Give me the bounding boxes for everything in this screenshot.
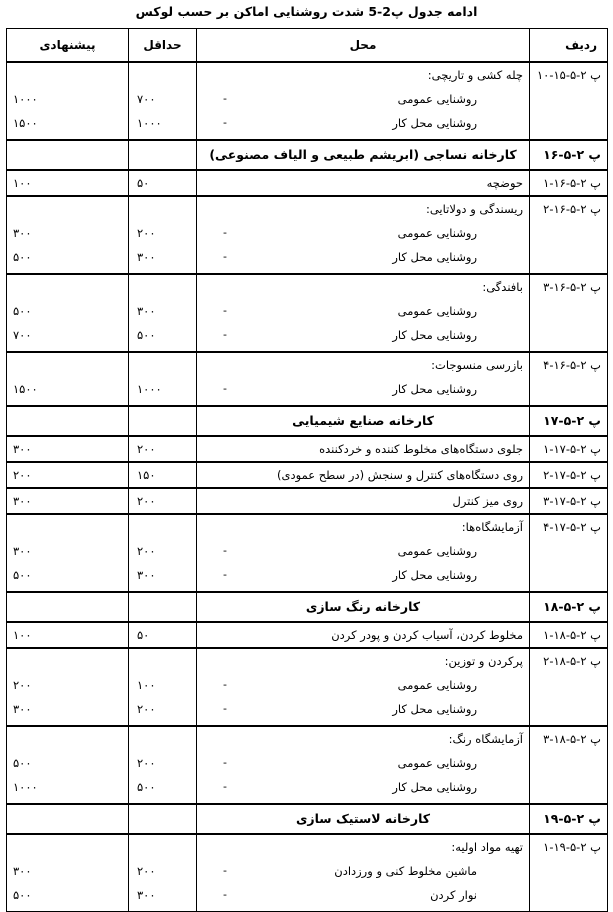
sub-item bbox=[203, 221, 523, 245]
empty-value bbox=[137, 141, 190, 169]
recommended-value: ۵۰۰ bbox=[13, 250, 32, 264]
min-value: ۲۰۰ bbox=[137, 226, 156, 240]
table-row bbox=[7, 274, 608, 352]
sub-item-label: روشنایی محل کار bbox=[392, 568, 477, 582]
illuminance-table bbox=[6, 28, 608, 912]
empty-value bbox=[13, 197, 122, 221]
recommended-value: ۱۵۰۰ bbox=[13, 116, 38, 130]
recommended-cell bbox=[7, 514, 129, 592]
place-heading: بازرسی منسوجات: bbox=[431, 358, 523, 372]
place-cell bbox=[197, 274, 530, 352]
spacer bbox=[203, 907, 523, 911]
place-heading: چله کشی و تاریچی: bbox=[427, 68, 523, 82]
min-value: ۳۰۰ bbox=[137, 304, 156, 318]
row-id: پ ۲-۵-۱۹-۱ bbox=[543, 840, 601, 854]
row-id: پ ۲-۵-۱۶-۳ bbox=[543, 280, 601, 294]
row-id: پ ۲-۵-۱۶-۴ bbox=[543, 358, 601, 372]
min-cell bbox=[129, 406, 197, 436]
dash-mark: - bbox=[223, 702, 227, 715]
section-title: کارخانه نساجی (ابریشم طبیعی و الیاف مصنوعی) bbox=[209, 147, 517, 162]
sub-item bbox=[203, 775, 523, 799]
section-id: پ ۲-۵-۱۸ bbox=[543, 599, 601, 614]
min-cell bbox=[129, 196, 197, 274]
table-row bbox=[7, 622, 608, 648]
spacer bbox=[203, 401, 523, 405]
recommended-cell bbox=[7, 406, 129, 436]
empty-value bbox=[13, 649, 122, 673]
sub-item bbox=[203, 673, 523, 697]
row-id-cell bbox=[530, 406, 608, 436]
row-id: پ ۲-۵-۱۷-۳ bbox=[543, 494, 601, 508]
empty-value bbox=[13, 275, 122, 299]
table-row bbox=[7, 462, 608, 488]
section-id: پ ۲-۵-۱۶ bbox=[543, 147, 601, 162]
sub-item bbox=[203, 751, 523, 775]
recommended-value: ۵۰۰ bbox=[13, 756, 32, 770]
table-row bbox=[7, 352, 608, 406]
recommended-value: ۳۰۰ bbox=[13, 544, 32, 558]
min-cell bbox=[129, 462, 197, 488]
place-label: روی میز کنترل bbox=[452, 494, 523, 508]
recommended-cell bbox=[7, 462, 129, 488]
min-cell bbox=[129, 834, 197, 912]
row-id: پ ۲-۵-۱۵-۱۰ bbox=[536, 68, 601, 82]
place-heading: آزمایشگاه‌ها: bbox=[461, 520, 523, 534]
dash-mark: - bbox=[223, 756, 227, 769]
recommended-value: ۵۰۰ bbox=[13, 568, 32, 582]
row-id-cell bbox=[530, 62, 608, 140]
row-id-cell bbox=[530, 488, 608, 514]
row-id-cell bbox=[530, 274, 608, 352]
min-value: ۲۰۰ bbox=[137, 756, 156, 770]
place-heading: پرکردن و توزین: bbox=[444, 654, 523, 668]
section-id: پ ۲-۵-۱۹ bbox=[543, 811, 601, 826]
place-cell bbox=[197, 804, 530, 834]
spacer bbox=[203, 269, 523, 273]
min-value: ۵۰ bbox=[137, 628, 150, 642]
place-heading: بافندگی: bbox=[482, 280, 523, 294]
row-id-cell bbox=[530, 648, 608, 726]
sub-item-label: روشنایی عمومی bbox=[397, 304, 477, 318]
row-id: پ ۲-۵-۱۸-۳ bbox=[543, 732, 601, 746]
place-cell bbox=[197, 406, 530, 436]
min-cell bbox=[129, 488, 197, 514]
table-row bbox=[7, 62, 608, 140]
empty-value bbox=[137, 407, 190, 435]
place-cell bbox=[197, 140, 530, 170]
dash-mark: - bbox=[223, 544, 227, 557]
sub-item-label: ماشین مخلوط کنی و ورزدادن bbox=[334, 864, 477, 878]
spacer bbox=[203, 135, 523, 139]
dash-mark: - bbox=[223, 250, 227, 263]
recommended-cell bbox=[7, 488, 129, 514]
min-cell bbox=[129, 726, 197, 804]
row-id-cell bbox=[530, 804, 608, 834]
recommended-value: ۵۰۰ bbox=[13, 304, 32, 318]
min-value: ۷۰۰ bbox=[137, 92, 156, 106]
recommended-value: ۳۰۰ bbox=[13, 864, 32, 878]
place-cell bbox=[197, 170, 530, 196]
row-id: پ ۲-۵-۱۶-۱ bbox=[543, 176, 601, 190]
row-id: پ ۲-۵-۱۷-۴ bbox=[543, 520, 601, 534]
row-id: پ ۲-۵-۱۶-۲ bbox=[543, 202, 601, 216]
place-label: روی دستگاه‌های کنترل و سنجش (در سطح عمودی) bbox=[277, 468, 523, 482]
empty-value bbox=[137, 63, 190, 87]
empty-value bbox=[137, 275, 190, 299]
min-value: ۳۰۰ bbox=[137, 888, 156, 902]
place-cell bbox=[197, 514, 530, 592]
min-value: ۲۰۰ bbox=[137, 864, 156, 878]
min-value: ۳۰۰ bbox=[137, 568, 156, 582]
row-id-cell bbox=[530, 170, 608, 196]
empty-value bbox=[13, 353, 122, 377]
min-value: ۲۰۰ bbox=[137, 544, 156, 558]
min-value: ۱۰۰۰ bbox=[137, 382, 162, 396]
spacer bbox=[203, 721, 523, 725]
recommended-value: ۵۰۰ bbox=[13, 888, 32, 902]
recommended-cell bbox=[7, 804, 129, 834]
section-row bbox=[7, 406, 608, 436]
row-id-cell bbox=[530, 514, 608, 592]
sub-item-label: روشنایی عمومی bbox=[397, 678, 477, 692]
empty-value bbox=[13, 141, 122, 169]
recommended-cell bbox=[7, 274, 129, 352]
place-heading: ریسندگی و دولاتایی: bbox=[425, 202, 523, 216]
empty-value bbox=[13, 63, 122, 87]
min-cell bbox=[129, 62, 197, 140]
place-label: جلوی دستگاه‌های مخلوط کننده و خردکننده bbox=[319, 442, 523, 456]
recommended-cell bbox=[7, 196, 129, 274]
sub-item bbox=[203, 539, 523, 563]
empty-value bbox=[137, 353, 190, 377]
sub-item-label: روشنایی محل کار bbox=[392, 328, 477, 342]
row-id-cell bbox=[530, 834, 608, 912]
empty-value bbox=[13, 835, 122, 859]
header-place: محل bbox=[197, 29, 530, 63]
table-row bbox=[7, 196, 608, 274]
header-row-id: ردیف bbox=[530, 29, 608, 63]
min-value: ۵۰۰ bbox=[137, 780, 156, 794]
recommended-cell bbox=[7, 436, 129, 462]
dash-mark: - bbox=[223, 226, 227, 239]
recommended-value: ۱۰۰ bbox=[13, 628, 32, 642]
row-id-cell bbox=[530, 592, 608, 622]
section-title: کارخانه رنگ سازی bbox=[305, 599, 421, 614]
spacer bbox=[203, 347, 523, 351]
min-cell bbox=[129, 436, 197, 462]
table-row bbox=[7, 488, 608, 514]
min-value: ۲۰۰ bbox=[137, 702, 156, 716]
recommended-value: ۷۰۰ bbox=[13, 328, 32, 342]
place-label: حوضچه bbox=[486, 176, 523, 190]
row-id: پ ۲-۵-۱۸-۱ bbox=[543, 628, 601, 642]
row-id-cell bbox=[530, 462, 608, 488]
recommended-cell bbox=[7, 140, 129, 170]
min-value: ۲۰۰ bbox=[137, 494, 156, 508]
empty-value bbox=[137, 805, 190, 833]
section-id: پ ۲-۵-۱۷ bbox=[543, 413, 601, 428]
sub-item-label: روشنایی محل کار bbox=[392, 382, 477, 396]
dash-mark: - bbox=[223, 304, 227, 317]
recommended-cell bbox=[7, 834, 129, 912]
row-id-cell bbox=[530, 622, 608, 648]
section-row bbox=[7, 592, 608, 622]
recommended-value: ۲۰۰ bbox=[13, 678, 32, 692]
sub-item-label: روشنایی عمومی bbox=[397, 92, 477, 106]
min-cell bbox=[129, 352, 197, 406]
row-id-cell bbox=[530, 726, 608, 804]
recommended-cell bbox=[7, 352, 129, 406]
min-value: ۳۰۰ bbox=[137, 250, 156, 264]
empty-value bbox=[137, 593, 190, 621]
place-cell bbox=[197, 622, 530, 648]
place-label: مخلوط کردن، آسیاب کردن و پودر کردن bbox=[331, 628, 523, 642]
recommended-value: ۳۰۰ bbox=[13, 494, 32, 508]
sub-item bbox=[203, 323, 523, 347]
empty-value bbox=[13, 515, 122, 539]
section-row bbox=[7, 804, 608, 834]
row-id: پ ۲-۵-۱۸-۲ bbox=[543, 654, 601, 668]
dash-mark: - bbox=[223, 864, 227, 877]
place-cell bbox=[197, 352, 530, 406]
section-title: کارخانه لاستیک سازی bbox=[295, 811, 431, 826]
row-id: پ ۲-۵-۱۷-۲ bbox=[543, 468, 601, 482]
place-cell bbox=[197, 726, 530, 804]
table-row bbox=[7, 170, 608, 196]
dash-mark: - bbox=[223, 116, 227, 129]
min-value: ۱۰۰ bbox=[137, 678, 156, 692]
row-id-cell bbox=[530, 196, 608, 274]
place-cell bbox=[197, 834, 530, 912]
recommended-cell bbox=[7, 592, 129, 622]
sub-item bbox=[203, 299, 523, 323]
recommended-value: ۳۰۰ bbox=[13, 702, 32, 716]
recommended-cell bbox=[7, 648, 129, 726]
empty-value bbox=[13, 407, 122, 435]
min-cell bbox=[129, 804, 197, 834]
dash-mark: - bbox=[223, 888, 227, 901]
min-value: ۱۰۰۰ bbox=[137, 116, 162, 130]
place-cell bbox=[197, 592, 530, 622]
sub-item-label: روشنایی عمومی bbox=[397, 226, 477, 240]
place-cell bbox=[197, 488, 530, 514]
recommended-value: ۲۰۰ bbox=[13, 468, 32, 482]
place-cell bbox=[197, 62, 530, 140]
sub-item bbox=[203, 883, 523, 907]
min-cell bbox=[129, 514, 197, 592]
min-cell bbox=[129, 140, 197, 170]
empty-value bbox=[13, 727, 122, 751]
dash-mark: - bbox=[223, 678, 227, 691]
min-cell bbox=[129, 592, 197, 622]
recommended-cell bbox=[7, 170, 129, 196]
empty-value bbox=[137, 515, 190, 539]
section-title: کارخانه صنایع شیمیایی bbox=[292, 413, 434, 428]
place-cell bbox=[197, 462, 530, 488]
empty-value bbox=[13, 805, 122, 833]
spacer bbox=[203, 799, 523, 803]
table-header-row bbox=[7, 29, 608, 63]
min-cell bbox=[129, 622, 197, 648]
recommended-cell bbox=[7, 726, 129, 804]
recommended-value: ۱۰۰ bbox=[13, 176, 32, 190]
min-value: ۵۰۰ bbox=[137, 328, 156, 342]
row-id-cell bbox=[530, 352, 608, 406]
dash-mark: - bbox=[223, 382, 227, 395]
dash-mark: - bbox=[223, 328, 227, 341]
recommended-value: ۳۰۰ bbox=[13, 442, 32, 456]
recommended-cell bbox=[7, 62, 129, 140]
sub-item-label: روشنایی محل کار bbox=[392, 702, 477, 716]
dash-mark: - bbox=[223, 568, 227, 581]
sub-item bbox=[203, 377, 523, 401]
sub-item-label: روشنایی محل کار bbox=[392, 250, 477, 264]
table-row bbox=[7, 514, 608, 592]
place-heading: آزمایشگاه رنگ: bbox=[448, 732, 523, 746]
row-id-cell bbox=[530, 436, 608, 462]
sub-item bbox=[203, 859, 523, 883]
recommended-value: ۱۰۰۰ bbox=[13, 92, 38, 106]
spacer bbox=[203, 587, 523, 591]
sub-item-label: روشنایی عمومی bbox=[397, 544, 477, 558]
dash-mark: - bbox=[223, 780, 227, 793]
min-value: ۱۵۰ bbox=[137, 468, 156, 482]
recommended-cell bbox=[7, 622, 129, 648]
table-body bbox=[7, 62, 608, 912]
place-heading: تهیه مواد اولیه: bbox=[451, 840, 523, 854]
sub-item-label: روشنایی محل کار bbox=[392, 116, 477, 130]
table-row bbox=[7, 834, 608, 912]
place-cell bbox=[197, 436, 530, 462]
empty-value bbox=[13, 593, 122, 621]
min-cell bbox=[129, 648, 197, 726]
section-row bbox=[7, 140, 608, 170]
place-cell bbox=[197, 196, 530, 274]
min-value: ۵۰ bbox=[137, 176, 150, 190]
row-id: پ ۲-۵-۱۷-۱ bbox=[543, 442, 601, 456]
sub-item-label: نوار کردن bbox=[430, 888, 477, 902]
recommended-value: ۱۰۰۰ bbox=[13, 780, 38, 794]
min-value: ۲۰۰ bbox=[137, 442, 156, 456]
min-cell bbox=[129, 274, 197, 352]
table-row bbox=[7, 436, 608, 462]
empty-value bbox=[137, 649, 190, 673]
sub-item bbox=[203, 87, 523, 111]
recommended-value: ۱۵۰۰ bbox=[13, 382, 38, 396]
table-title: ادامه جدول پ2-5 شدت روشنایی اماکن بر حسب لوکس bbox=[135, 4, 478, 19]
sub-item bbox=[203, 697, 523, 721]
sub-item-label: روشنایی عمومی bbox=[397, 756, 477, 770]
recommended-value: ۳۰۰ bbox=[13, 226, 32, 240]
row-id-cell bbox=[530, 140, 608, 170]
header-min: حداقل bbox=[129, 29, 197, 63]
place-cell bbox=[197, 648, 530, 726]
min-cell bbox=[129, 170, 197, 196]
header-recommended: پیشنهادی bbox=[7, 29, 129, 63]
sub-item bbox=[203, 245, 523, 269]
table-row bbox=[7, 648, 608, 726]
dash-mark: - bbox=[223, 92, 227, 105]
sub-item-label: روشنایی محل کار bbox=[392, 780, 477, 794]
empty-value bbox=[137, 197, 190, 221]
empty-value bbox=[137, 727, 190, 751]
table-row bbox=[7, 726, 608, 804]
sub-item bbox=[203, 111, 523, 135]
sub-item bbox=[203, 563, 523, 587]
empty-value bbox=[137, 835, 190, 859]
